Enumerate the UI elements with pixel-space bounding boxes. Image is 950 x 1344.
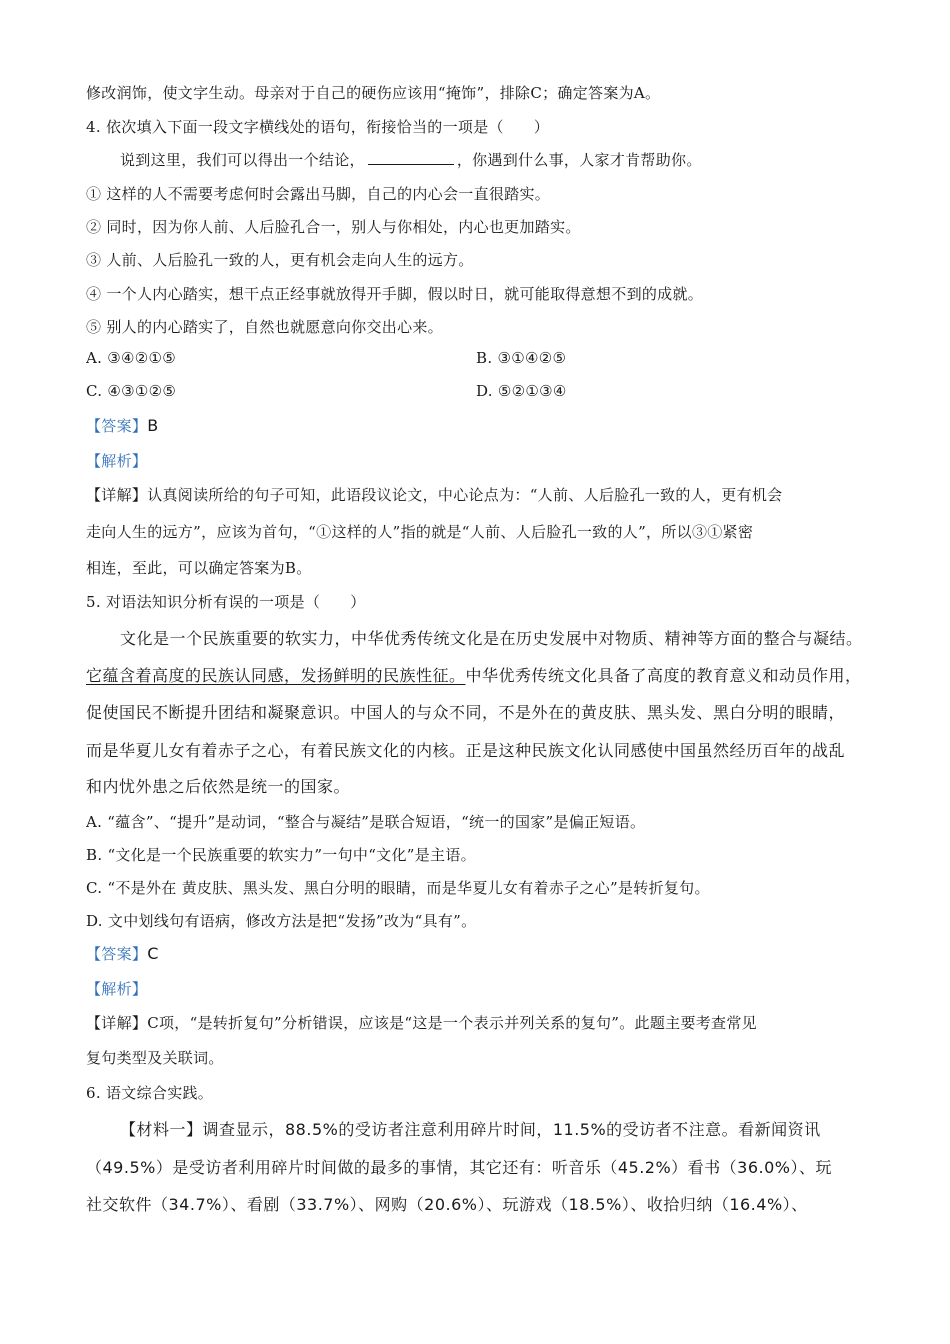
q4-item-5: ⑤ 别人的内心踏实了，自然也就愿意向你交出心来。 [86,318,443,336]
q4-detail-line-1 [86,484,782,505]
q5-option-d: D. 文中划线句有语病，修改方法是把“发扬”改为“具有”。 [86,912,477,930]
q5-detail-tag: 【详解】 [86,1014,148,1032]
q5-stem-text: 对语法知识分析有误的一项是（ [106,593,321,611]
q4-item-4: ④ 一个人内心踏实，想干点正经事就放得开手脚，假以时日，就可能取得意想不到的成就。 [86,285,704,303]
q4-passage-after: ，你遇到什么事，人家才肯帮助你。 [456,151,702,169]
q5-underlined-sentence: 它蕴含着高度的民族认同感，发扬鲜明的民族性征。 [86,666,466,685]
q4-answer-tag: 【答案】 [86,417,148,435]
q5-answer-value: C [147,944,159,963]
q5-option-b: B. “文化是一个民族重要的软实力”一句中“文化”是主语。 [86,846,476,864]
q4-fill-blank [368,150,454,165]
q5-stem [86,591,366,612]
q4-option-a: A. ③④②①⑤ [86,349,177,367]
q4-passage [120,149,702,170]
q6-material-line-3: 社交软件（34.7%）、看剧（33.7%）、网购（20.6%）、玩游戏（18.5%）、收拾归纳（16.4%）、 [86,1195,808,1214]
q4-detail-line-3: 相连，至此，可以确定答案为B。 [86,559,312,577]
q4-stem [86,116,549,137]
q5-option-a: A. “蕴含”、“提升”是动词，“整合与凝结”是联合短语，“统一的国家”是偏正短语。 [86,813,646,831]
q4-option-b: B. ③①④②⑤ [476,349,567,367]
q4-number: 4. [86,118,101,136]
q6-material-line-2: （49.5%）是受访者利用碎片时间做的最多的事情，其它还有：听音乐（45.2%）看书（36.0%）、玩 [86,1158,832,1177]
q4-item-2: ② 同时，因为你人前、人后脸孔合一，别人与你相处，内心也更加踏实。 [86,218,581,236]
q5-analysis-tag: 【解析】 [86,980,148,998]
q6-stem-text: 语文综合实践。 [106,1084,214,1102]
q5-passage-line-5: 和内忧外患之后依然是统一的国家。 [86,777,351,796]
q5-passage-line-4: 而是华夏儿女有着赤子之心，有着民族文化的内核。正是这种民族文化认同感使中国虽然经历百年的战乱 [86,741,846,760]
q5-passage-line-1: 文化是一个民族重要的软实力，中华优秀传统文化是在历史发展中对物质、精神等方面的整合与凝结。 [120,629,863,648]
q4-option-d: D. ⑤②①③④ [476,382,567,400]
q4-stem-text: 依次填入下面一段文字横线处的语句，衔接恰当的一项是（ [106,118,504,136]
q5-detail-line-1 [86,1012,757,1033]
q4-analysis-tag: 【解析】 [86,452,148,470]
q4-item-3: ③ 人前、人后脸孔一致的人，更有机会走向人生的远方。 [86,251,474,269]
q4-detail-line-2: 走向人生的远方”，应该为首句，“①这样的人”指的就是“人前、人后脸孔一致的人”，所以③①紧密 [86,523,754,541]
q4-detail-tag: 【详解】 [86,486,148,504]
q5-answer [86,943,159,964]
q5-option-c: C. “不是外在 黄皮肤、黑头发、黑白分明的眼睛，而是华夏儿女有着赤子之心”是转折复句。 [86,879,710,897]
q5-passage-line-2 [86,663,862,686]
q5-number: 5. [86,593,101,611]
q5-stem-end: ） [350,593,366,611]
q4-stem-end: ） [533,118,550,136]
q4-passage-before: 说到这里，我们可以得出一个结论， [120,151,365,169]
q4-answer [86,415,159,436]
prev-explanation-tail: 修改润饰，使文字生动。母亲对于自己的硬伤应该用“掩饰”，排除C；确定答案为A。 [86,84,661,102]
q5-passage-line-3: 促使国民不断提升团结和凝聚意识。中国人的与众不同，不是外在的黄皮肤、黑头发、黑白分明的眼睛， [86,703,846,722]
q4-detail-text-1: 认真阅读所给的句子可知，此语段议论文，中心论点为：“人前、人后脸孔一致的人，更有机会 [147,486,783,504]
q6-material-line-1: 【材料一】调查显示，88.5%的受访者注意利用碎片时间，11.5%的受访者不注意。看新闻资讯 [120,1120,821,1139]
q4-option-c: C. ④③①②⑤ [86,382,177,400]
q6-stem [86,1082,213,1103]
q4-item-1: ① 这样的人不需要考虑何时会露出马脚，自己的内心会一直很踏实。 [86,185,551,203]
q5-detail-text-1: C项，“是转折复句”分析错误，应该是“这是一个表示并列关系的复句”。此题主要考查常见 [147,1014,757,1032]
q5-answer-tag: 【答案】 [86,945,148,963]
q6-number: 6. [86,1084,101,1102]
q5-detail-line-2: 复句类型及关联词。 [86,1049,224,1067]
q5-passage-line-2-rest: 中华优秀传统文化具备了高度的教育意义和动员作用， [465,666,862,685]
q4-answer-value: B [147,416,159,435]
